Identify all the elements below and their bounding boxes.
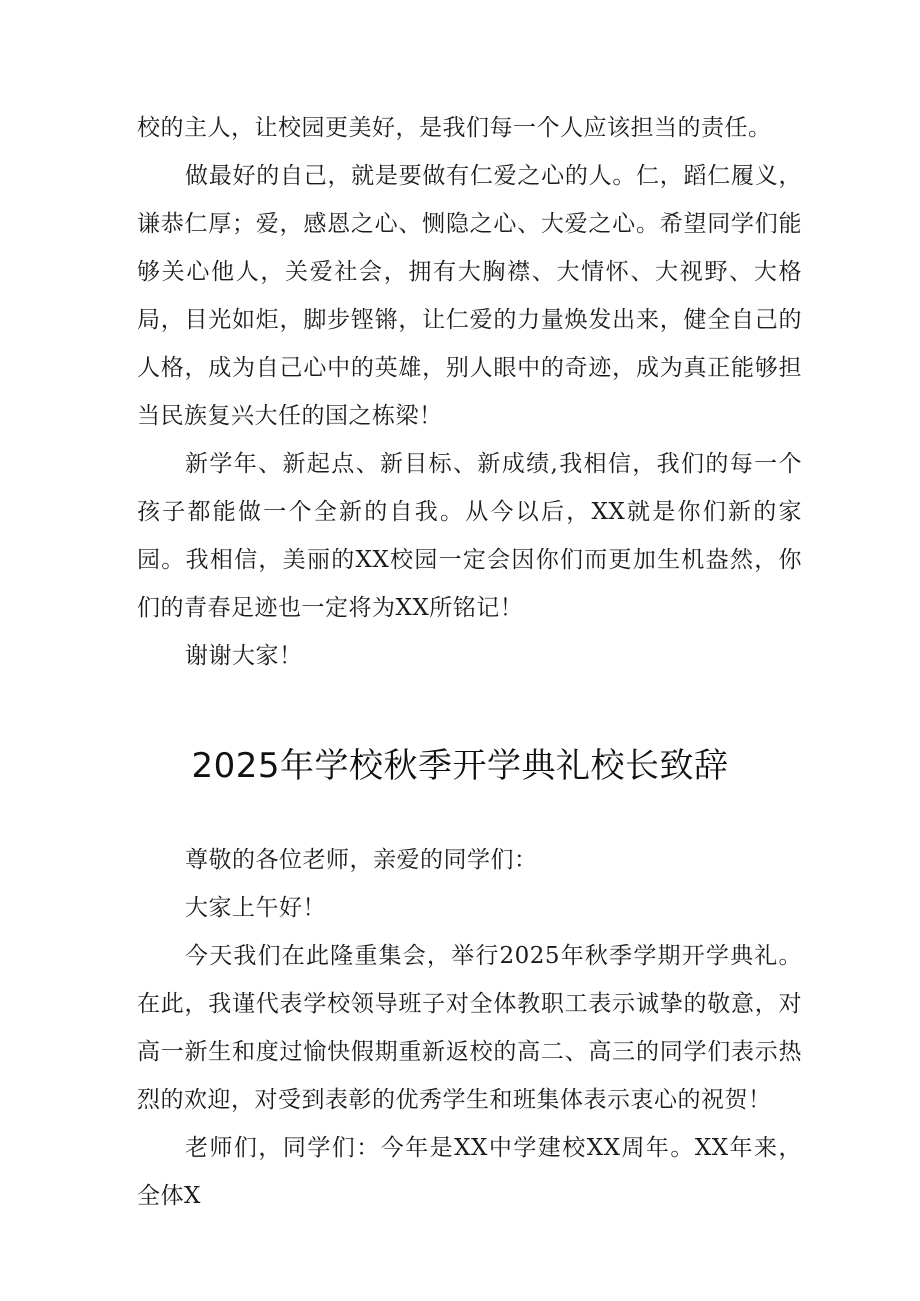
paragraph-continued: 校的主人，让校园更美好，是我们每一个人应该担当的责任。 <box>137 115 772 141</box>
paragraph-greeting: 大家上午好！ <box>185 895 326 921</box>
paragraph-be-your-best-self: 做最好的自己，就是要做有仁爱之心的人。仁，蹈仁履义，谦恭仁厚；爱，感恩之心、恻隐之心、大爱之心。希望同学们能够关心他人，关爱社会，拥有大胸襟、大情怀、大视野、大格局，目光如炬，脚步铿锵，让仁爱的力量焕发出来，健全自己的人格，成为自己心中的英雄，别人眼中的奇迹，成为真正能够担当民族复兴大任的国之栋梁！ <box>137 163 802 429</box>
speech-title: 2025年学校秋季开学典礼校长致辞 <box>191 746 729 786</box>
paragraph-thanks: 谢谢大家！ <box>185 643 303 669</box>
paragraph-new-school-year: 新学年、新起点、新目标、新成绩,我相信，我们的每一个孩子都能做一个全新的自我。从今以后，XX就是你们新的家园。我相信，美丽的XX校园一定会因你们而更加生机盎然，你们的青春足迹也一定将为XX所铭记！ <box>137 451 802 621</box>
paragraph-opening-ceremony: 今天我们在此隆重集会，举行2025年秋季学期开学典礼。在此，我谨代表学校领导班子对全体教职工表示诚挚的敬意，对高一新生和度过愉快假期重新返校的高二、高三的同学们表示热烈的欢迎，对受到表彰的优秀学生和班集体表示衷心的祝贺！ <box>137 943 802 1113</box>
paragraph-anniversary: 老师们，同学们：今年是XX中学建校XX周年。XX年来，全体X <box>137 1135 802 1209</box>
new-speech-body <box>137 836 802 1220</box>
speech-continuation <box>137 104 802 680</box>
paragraph-salutation: 尊敬的各位老师，亲爱的同学们： <box>185 847 538 873</box>
